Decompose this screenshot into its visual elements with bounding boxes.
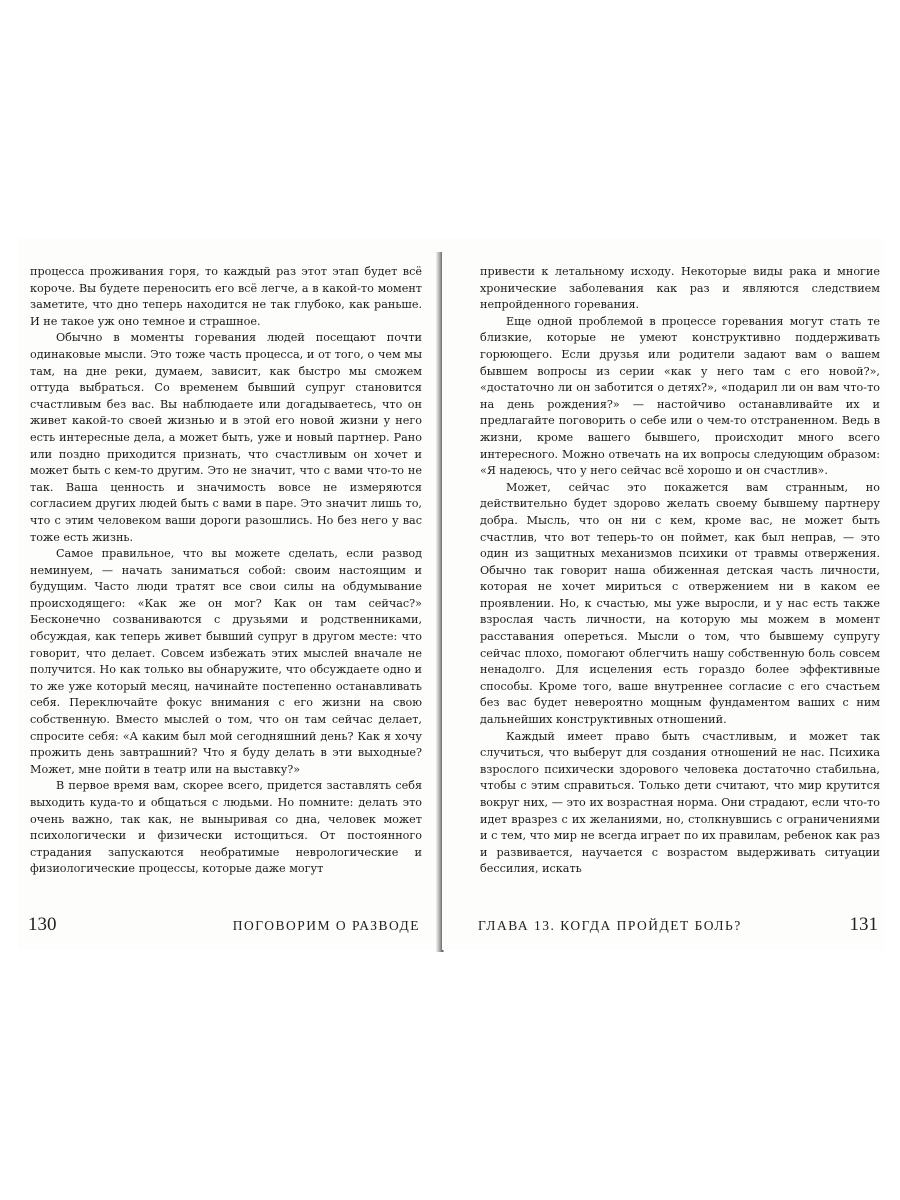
paragraph: Может, сейчас это покажется вам странным, но действительно будет здорово желать своему бывшему партнеру добра. Мысль, что он ни с кем, кроме вас, не может быть счастлив, что вот теперь-то он поймет, как был неправ, — это один из защитных механизмов психики от травмы отвержения. Обычно так говорит наша обиженная детская часть личности, которая не хочет мириться с отвержением ни в каком ее проявлении. Но, к счастью, мы уже выросли, и у нас есть также взрослая часть личности, на которую мы можем в момент расставания опереться. Мысли о том, что бывшему супругу сейчас плохо, помогают облегчить нашу собственную боль совсем ненадолго. Для исцеления есть гораздо более эффективные способы. Кроме того, ваше внутреннее согласие с его счастьем без вас будет невероятно мощным фундаментом ваших с ним дальнейших конструктивных отношений. — [480, 480, 880, 727]
page-number: 130 — [28, 914, 57, 935]
page-number: 131 — [849, 914, 878, 935]
paragraph: Каждый имеет право быть счастливым, и может так случиться, что выберут для создания отношений не нас. Психика взрослого психически здорового человека достаточно стабильна, чтобы с этим справиться. Только дети считают, что мир крутится вокруг них, — это их возрастная норма. Они страдают, если что-то идет вразрез с их желаниями, но, столкнувшись с ограничениями и с тем, что мир не всегда играет по их правилам, ребенок как раз и развивается, научается с возрастом выдерживать ситуации бессилия, искать — [480, 729, 880, 876]
running-head: ПОГОВОРИМ О РАЗВОДЕ — [232, 918, 420, 933]
left-page-body — [30, 264, 422, 878]
book-spread — [18, 238, 884, 950]
running-head: ГЛАВА 13. КОГДА ПРОЙДЕТ БОЛЬ? — [478, 918, 742, 933]
right-page-body — [480, 264, 880, 878]
paragraph: привести к летальному исходу. Некоторые виды рака и многие хронические заболевания как раз и являются следствием непройденного горевания. — [480, 265, 880, 312]
paragraph: Самое правильное, что вы можете сделать, если развод неминуем, — начать заниматься собой: своим настоящим и будущим. Часто люди тратят все свои силы на обдумывание происходящего: «Как же он мог? Как он там сейчас?» Бесконечно созваниваются с друзьями и родственниками, обсуждая, как теперь живет бывший супруг в другом месте: что говорит, что делает. Совсем избежать этих мыслей вначале не получится. Но как только вы обнаружите, что обсуждаете одно и то же уже который месяц, начинайте постепенно останавливать себя. Переключайте фокус внимания с его жизни на свою собственную. Вместо мыслей о том, что он там сейчас делает, спросите себя: «А каким был мой сегодняшний день? Как я хочу прожить день завтрашний? Что я буду делать в эти выходные? Может, мне пойти в театр или на выставку?» — [30, 547, 422, 776]
right-page — [442, 238, 884, 950]
paragraph: Обычно в моменты горевания людей посещают почти одинаковые мысли. Это тоже часть процесса, и от того, о чем мы там, на дне реки, думаем, зависит, как быстро мы сможем оттуда выбраться. Со временем бывший супруг становится счастливым без вас. Вы наблюдаете или догадываетесь, что он живет какой-то своей жизнью и в этой его новой жизни у него есть интересные дела, а может быть, уже и новый партнер. Рано или поздно приходится признать, что счастливым он хочет и может быть с кем-то другим. Это не значит, что с вами что-то не так. Ваша ценность и значимость вовсе не измеряются согласием других людей быть с вами в паре. Это значит лишь то, что с этим человеком ваши дороги разошлись. Но без него у вас тоже есть жизнь. — [30, 331, 422, 544]
paragraph: В первое время вам, скорее всего, придется заставлять себя выходить куда-то и общаться с людьми. Но помните: делать это очень важно, так как, не выныривая со дна, человек может психологически и физически истощиться. От постоянного страдания запускаются необратимые неврологические и физиологические процессы, которые даже могут — [30, 779, 422, 876]
paragraph: Еще одной проблемой в процессе горевания могут стать те близкие, которые не умеют конструктивно поддерживать горюющего. Если друзья или родители задают вам о вашем бывшем вопросы из серии «как у него там с его новой?», «достаточно ли он заботится о детях?», «подарил ли он вам что-то на день рождения?» — настойчиво останавливайте их и предлагайте поговорить о себе или о чем-то отстраненном. Ведь в жизни, кроме вашего бывшего, происходит много всего интересного. Можно отвечать на их вопросы следующим образом: «Я надеюсь, что у него сейчас всё хорошо и он счастлив». — [480, 314, 880, 478]
paragraph: процесса проживания горя, то каждый раз этот этап будет всё короче. Вы будете переносить его всё легче, а в какой-то момент заметите, что дно теперь находится не так глубоко, как раньше. И не такое уж оно темное и страшное. — [30, 265, 422, 328]
left-page — [18, 238, 442, 950]
